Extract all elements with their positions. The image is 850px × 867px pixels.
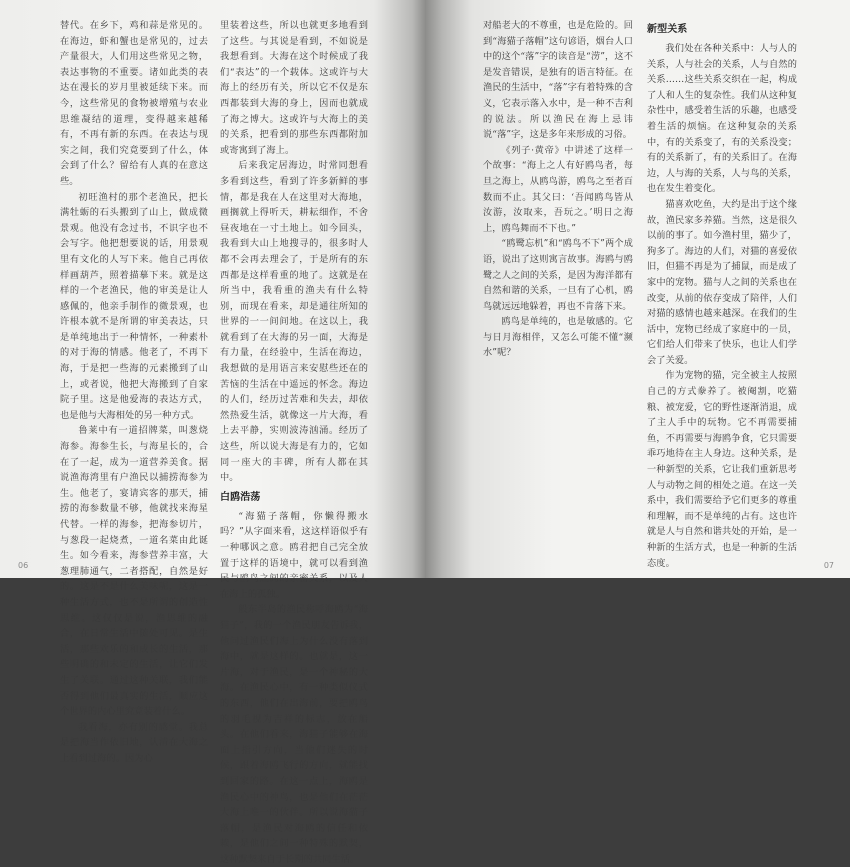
paragraph: 作为宠物的猫，完全被主人按照自己的方式豢养了。被阉割，吃猫粮、被宠爱，它的野性逐渐消退，成了主人手中的玩物。它不再需要捕鱼，不再需要与海鸥争食，它只需要乖巧地待在主人身边。这种关系，是一种新型的关系，它让我们重新思考人与动物之间的相处之道。在这一关系中，我们需要给予它们更多的尊重和理解，而不是单纯的占有。这也许就是人与自然和谐共处的开始，是一种新的生活方式，也是一种新的生活态度。 — [647, 370, 797, 569]
paragraph: 对船老大的不尊重，也是危险的。回到“海猫子落帽”这句谚语，烟台人口中的这个“落”字的读音是“涝”，这不是发音错误，是独有的语言特征。在渔民的生活中，“落”字有着特殊的含义，它表示落入水中，是一种不吉利的说法。所以渔民在海上忌讳说“落”字，这是多年来形成的习俗。 — [483, 20, 633, 141]
right-page-column-1 — [483, 18, 633, 361]
paragraph: 《列子·黄帝》中讲述了这样一个故事：“海上之人有好鸥鸟者，每旦之海上，从鸥鸟游，鸥鸟之至者百数而不止。其父曰：‘吾闻鸥鸟皆从汝游，汝取来，吾玩之。’明日之海上，鸥鸟舞而不下也。” — [483, 144, 633, 234]
paragraph: 鲁莱中有一道招牌菜，叫葱烧海参。海参生长，与海星长的，合在了一起，成为一道营养美食。据说渔海湾里有户渔民以捕捞海参为生。他老了，宴请宾客的那天，捕捞的海参数量不够，他就找来海星代替。一样的海参，把海参切片，与葱段一起烧煮，一道名菜由此诞生。如今看来，海参营养丰富，大葱理肺通气，二者搭配，自然是好的。这是不是什么美味呢，这是一种生活方式，也不是所谓的创造性思维。这仅仅是说，渔思维的融合，在日常生活中随处可见。是生活，那些欢乐的和成长的生活，那些明确的和未定的生活，让它们发生了关联。通过这种关联，我们能否得到他们最真实的生活，顺应这个世界的内心里究竟装着什么。 — [60, 425, 208, 718]
right-page-column-2 — [647, 18, 797, 571]
left-page — [0, 0, 425, 865]
paragraph: “鸥鹭忘机”和“鸥鸟不下”两个成语，说出了这则寓言故事。海鸥与鸥鹭之人之间的关系，是因为海洋都有自然和谐的关系，一旦有了心机，鸥鸟就远远地躲着，再也不肯落下来。 — [483, 238, 633, 312]
section-heading: 新型关系 — [647, 24, 688, 35]
paragraph: “海猫子落帽，你懒得搬水吗？”从字面来看，这这样语似乎有一种哪讽之意。鸥君把自己完全放置于这样的语境中，就可以看到渔民与鸥鸟之间的亲密关系，以及人在海上的孤独。 — [220, 510, 368, 600]
paragraph: 我们处在各种关系中：人与人的关系，人与社会的关系，人与自然的关系……这些关系交织在一起，构成了人和人生的复杂性。我们从这种复杂性中，感受着生活的乐趣，也感受着生活的烦恼。在这种复杂的关系中，有的关系变了，有的关系没变；有的关系新了，有的关系旧了。在海边，人与海的关系，人与鸟的关系，也在发生着变化。 — [647, 43, 797, 195]
paragraph: 鸥鸟是单纯的，也是敏感的。它与日月海相伴，又怎么可能不懂“濒水”呢？ — [483, 316, 633, 359]
paragraph: 我看海，亦有别的感觉。我总是把海当作依旧地，认清在大海之上看到过海的。因为心 — [60, 721, 208, 764]
page-number: 07 — [823, 561, 834, 570]
section-heading: 白鸥浩荡 — [220, 491, 261, 503]
paragraph: 初旺渔村的那个老渔民，把长满牡蛎的石头搬到了山上，做成微景观。他没有念过书，不识字也不会写字。他把想要说的话，用景观里有文化的人写下来。他自己再依样画葫芦，照着描摹下来。就是这样的一个老渔民，他的审美是让人感佩的，他亲手制作的微景观，也许根本就不是所谓的审美表达，只是单纯地出于一种情怀，一种素朴的对于海的情感。他老了，不再下海，于是把一些海的元素搬到了山上，或者说，他把大海搬到了自家院子里。这是他爱海的表达方式，也是他与大海相处的另一种方式。 — [60, 191, 208, 421]
paragraph: 里装着这些，所以也就更多地看到了这些。与其说是看到，不如说是我想看到。大海在这个时候成了我们“表达”的一个载体。这或许与大海上的经历有关，所以它不仅是东西都装到大海的身上，因而也就成了海之博大。这或许与大海上的美的关系，把看到的那些东西都附加或寄寓到了海上。 — [220, 20, 368, 156]
left-page-column-1 — [60, 18, 208, 767]
paragraph: 替代。在乡下，鸡和蒜是常见的。在海边，虾和蟹也是常见的，过去产量很大，人们用这些常见之物，表达事物的不重要。诸如此类的表达在漫长的岁月里被延续下来。而今，这些常见的食物被增殖与农业思维凝结的道理，变得越来越稀有，不再有新的东西。在表达与现实之间，我们究竟要到了什么，体会到了什么？留给有人真的在意这些。 — [60, 20, 208, 187]
page-number: 06 — [18, 561, 29, 570]
paragraph: 后来我定居海边，时常同想看多看到这些，看到了许多新鲜的事情，都是我在人在这里对大海地，画搁就上得听天，耕耘细作，不舍昼夜地在一寸土地上。如今回头，我看到大山上地搜寻的，很多时人都不会再去理会了，于是所有的东西都是这样看重的地了。这就是在所当中，我看重的渔夫有什么特别，而现在看来，却是通往所知的世界的一一间间地。在这以上，我就看到了在大海的另一面，大海是有力量，在经验中，生活在海边，我想做的是用语言来安慰些还在的苦恼的生活在中遥远的怀念。海边的人们，经历过苦难和失去，却依然热爱生活，就像这一片大海，看上去平静，实则波涛汹涌。经历了这些，所以说大海是有力的，它如同一座大的丰碑，所有人都在其中。 — [220, 160, 368, 484]
paragraph: 般东半岛的渔民称呼海鸥为“海猫子”，我的一个渔民朋友告诉我，他问过渔民们海上为什么没有落到海中，就是这样的。也就是，这一片海，对于渔民，是一个神秘的大海。在渔民心中，有一种类似仪式的东西，他们在出海前，要把鸥鸟的羽毛视为吉祥的标志，放在船头。在他们看来，海猫子能够在海面上指引方向，当他们迷失的时候，跟着海鸥飞行的方向，就能找到回家的路。在这一点上，海鸥是渔民心中的神鸟，也是他们在茫茫大海上唯一的伙伴。所以说海猫子落帽，是渔民对海鸥的信任和依赖，是他们之间一种特殊的默契，这种默契来自于长期的共同生活。 — [220, 604, 368, 865]
paragraph: 猫喜欢吃鱼，大约是出于这个缘故，渔民家多养猫。当然，这是很久以前的事了。如今渔村里，猫少了，狗多了。海边的人们，对猫的喜爱依旧，但猫不再是为了捕鼠，而是成了家中的宠物。猫与人之间的关系也在改变，从前的依存变成了陪伴，人们对猫的感情也越来越深。在我们的生活中，宠物已经成了家庭中的一员，它们给人们带来了快乐，也让人们学会了关爱。 — [647, 198, 797, 366]
left-page-column-2 — [220, 18, 368, 867]
right-page — [425, 0, 850, 578]
